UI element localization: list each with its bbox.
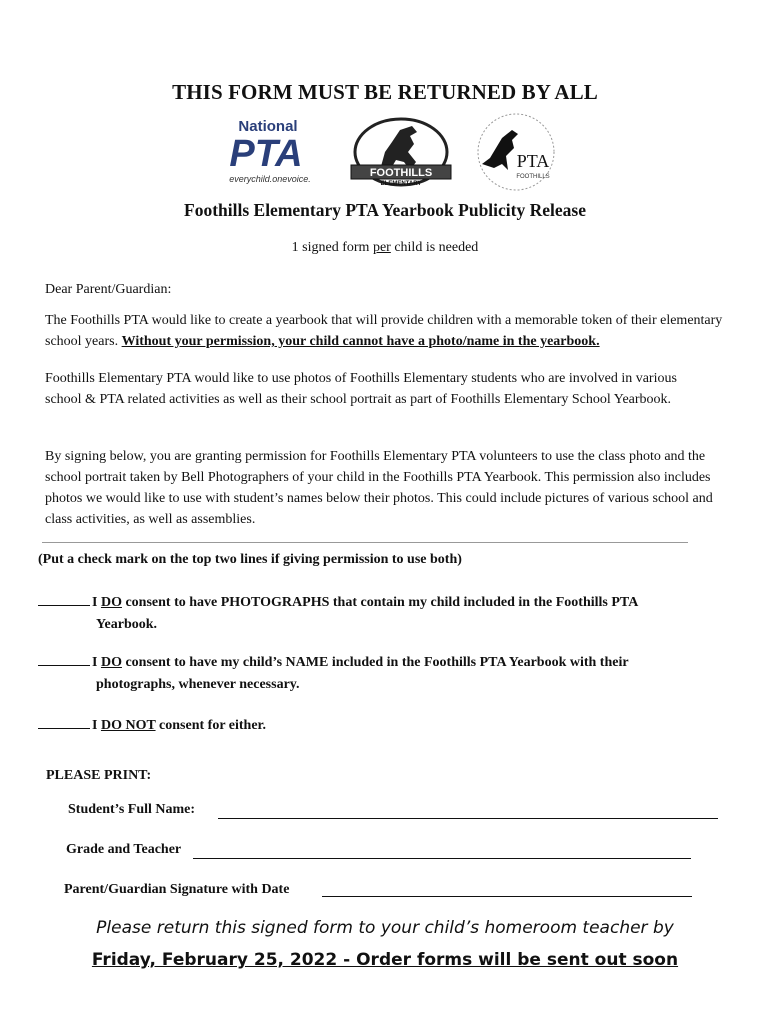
grade-teacher-field[interactable] bbox=[193, 858, 691, 859]
paragraph-1-bold: Without your permission, your child cannot have a photo/name in the yearbook. bbox=[121, 334, 600, 349]
opt2-emphasis: DO bbox=[100, 655, 122, 670]
paragraph-3: By signing below, you are granting permission for Foothills Elementary PTA volunteers to use the class photo and the school portrait taken by Bell Photographers of your child in the Foothills PTA Yearbook. This permission also includes photos we would like to use with student’s names below their photos. This could include pictures of various school and class activities, as well as assemblies. bbox=[45, 449, 713, 527]
paragraph-1-text: The Foothills PTA would like to create a yearbook that will provide children with a memorable token of their elementary school years. bbox=[45, 313, 723, 349]
note-emphasis: per bbox=[372, 240, 391, 255]
footer-deadline: Friday, February 25, 2022 - Order forms will be sent out soon bbox=[91, 950, 679, 970]
page-title: THIS FORM MUST BE RETURNED BY ALL bbox=[172, 80, 598, 104]
print-heading: PLEASE PRINT: bbox=[46, 768, 152, 783]
note-suffix: child is needed bbox=[390, 240, 479, 255]
pta-top-text: National bbox=[238, 118, 298, 135]
opt2-text: consent to have my child’s NAME included in the Foothills PTA Yearbook with their bbox=[121, 655, 629, 670]
opt2-i: I bbox=[92, 655, 101, 670]
foothills-horse-logo bbox=[351, 119, 451, 187]
opt3-text: consent for either. bbox=[155, 718, 266, 733]
consent-option-name bbox=[38, 650, 728, 696]
consent-instruction: (Put a check mark on the top two lines if giving permission to use both) bbox=[38, 552, 462, 567]
opt2-continued: photographs, whenever necessary. bbox=[96, 677, 300, 692]
divider bbox=[42, 542, 688, 543]
pta-horse-logo bbox=[478, 114, 554, 190]
student-name-label: Student’s Full Name: bbox=[68, 802, 196, 817]
opt3-emphasis: DO NOT bbox=[100, 718, 156, 733]
national-pta-logo bbox=[229, 118, 311, 184]
opt1-emphasis: DO bbox=[100, 595, 122, 610]
student-name-field[interactable] bbox=[218, 818, 718, 819]
form-note bbox=[0, 240, 770, 256]
pta2-text: PTA bbox=[516, 151, 550, 171]
check-blank-photos[interactable] bbox=[38, 590, 90, 606]
logo-row bbox=[220, 112, 560, 192]
check-blank-none[interactable] bbox=[38, 713, 90, 729]
footer-instruction: Please return this signed form to your child’s homeroom teacher by bbox=[96, 918, 674, 938]
foothills-sub-text: ELEMENTARY bbox=[380, 181, 422, 187]
grade-teacher-label: Grade and Teacher bbox=[66, 842, 182, 857]
paragraph-1 bbox=[45, 310, 725, 352]
check-blank-name[interactable] bbox=[38, 650, 90, 666]
logos-graphic bbox=[220, 112, 560, 192]
paragraph-2: Foothills Elementary PTA would like to use photos of Foothills Elementary students who are involved in various school & PTA related activities as well as their school portrait as part of Foothills Elementary School Yearbook. bbox=[45, 371, 677, 407]
signature-field[interactable] bbox=[322, 896, 692, 897]
opt1-continued: Yearbook. bbox=[96, 617, 158, 632]
opt1-i: I bbox=[92, 595, 101, 610]
opt1-text: consent to have PHOTOGRAPHS that contain my child included in the Foothills PTA bbox=[121, 595, 639, 610]
signature-label: Parent/Guardian Signature with Date bbox=[64, 882, 290, 897]
consent-option-photos bbox=[38, 590, 728, 636]
pta-main-text: PTA bbox=[229, 133, 303, 175]
consent-option-none bbox=[38, 713, 728, 737]
pta2-sub-text: FOOTHILLS bbox=[516, 174, 550, 180]
foothills-banner-text: FOOTHILLS bbox=[369, 167, 433, 179]
pta-tagline-text: everychild.onevoice. bbox=[229, 174, 311, 184]
note-prefix: 1 signed form bbox=[291, 240, 373, 255]
form-subtitle: Foothills Elementary PTA Yearbook Publicity Release bbox=[184, 200, 586, 220]
greeting: Dear Parent/Guardian: bbox=[45, 282, 172, 297]
opt3-i: I bbox=[92, 718, 101, 733]
